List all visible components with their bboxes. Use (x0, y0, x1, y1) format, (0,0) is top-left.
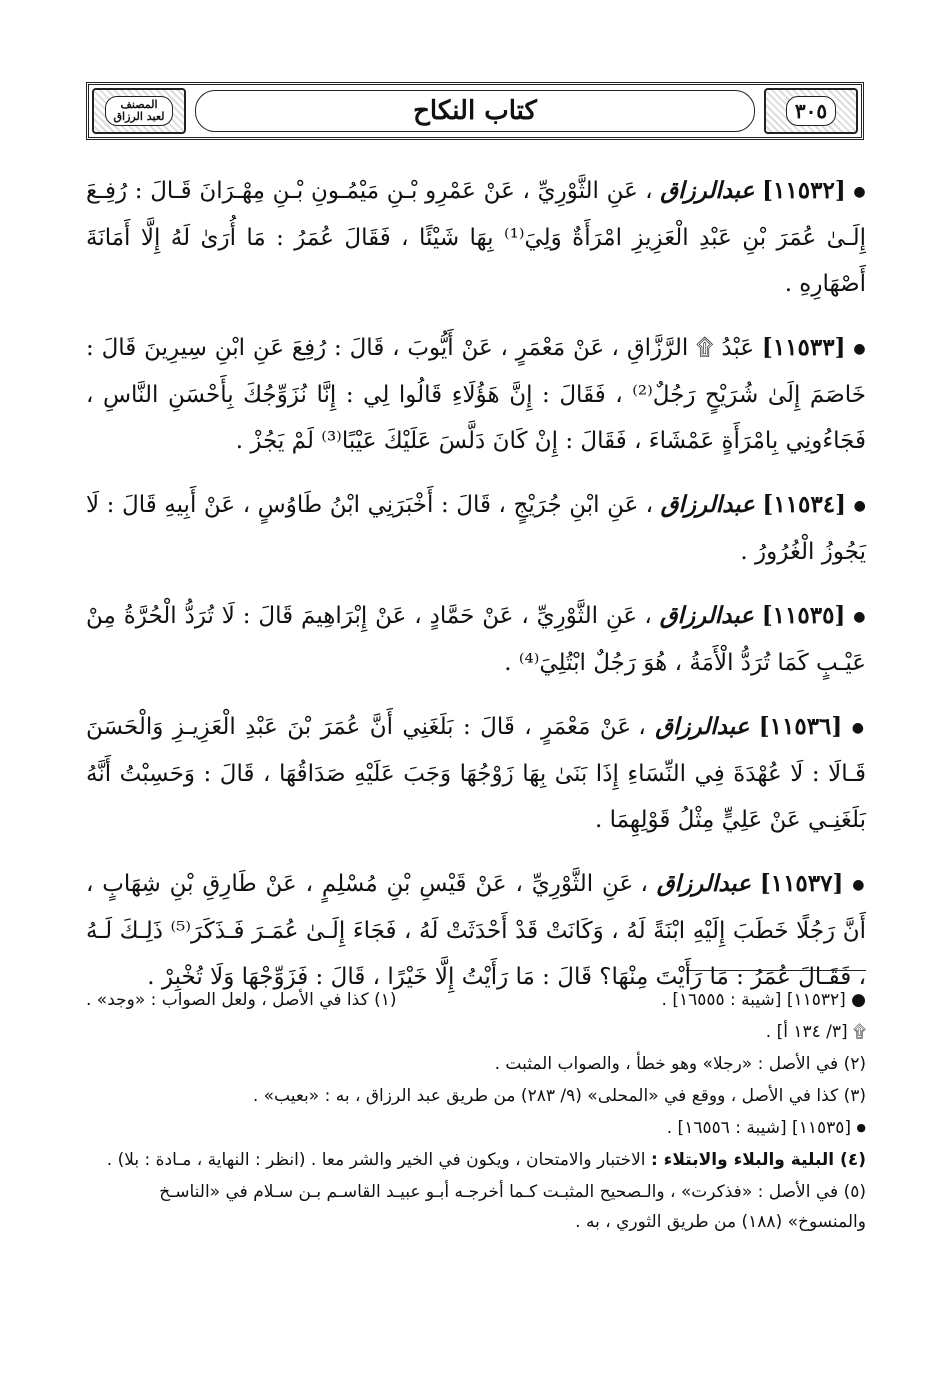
bullet-icon: ● (856, 1121, 866, 1134)
footnote-5: (٥) في الأصل : «فذكرت» ، والـصحيح المثبـت كـما أخرجـه أبـو عبيـد القاسـم بـن سـلام في «الناسـخ والمنسوخ» (١٨٨) من طريق الثوري ، به . (159, 1182, 866, 1232)
hadith-number: [١١٥٣٤] (762, 491, 846, 518)
hadith-author: عبدالرزاق (660, 177, 755, 204)
page-number-ornament (764, 88, 858, 134)
bullet-icon: ● (853, 609, 867, 625)
source-ref (86, 1113, 866, 1143)
bullet-icon: ● (853, 498, 867, 514)
footnote-divider (686, 970, 866, 971)
source-ref-text: [١١٥٣٢] [شيبة : ١٦٥٥٥] . (661, 990, 846, 1010)
bullet-icon: ● (851, 990, 866, 1010)
hadith-text: ، عَنِ الثَّوْرِيِّ ، عَنْ قَيْسِ بْنِ مُسْلِمٍ ، عَنْ طَارِقِ بْنِ شِهَابٍ ، أَنَّ رَجُلًا خَطَبَ إِلَيْهِ ابْنَةً لَهُ ، وَكَانَتْ قَدْ أَحْدَثَتْ لَهُ ، فَجَاءَ إِلَـىٰ عُمَـرَ فَـذَكَرَ⁽⁵⁾ ذَلِـكَ لَـهُ ، فَقَـالَ عُمَرُ : مَا رَأَيْتَ مِنْهَا؟ قَالَ : مَا رَأَيْتُ إِلَّا خَيْرًا ، قَالَ : فَزَوِّجْهَا وَلَا تُخْبِرْ . (86, 871, 866, 990)
bullet-icon: ● (852, 877, 867, 893)
hadith-author: عبدالرزاق (660, 491, 755, 518)
chapter-title: كتاب النكاح (195, 90, 755, 132)
source-ref-text: [١١٥٣٥] [شيبة : ١٦٥٥٦] . (666, 1118, 851, 1138)
logo-line2: لعبد الرزاق (113, 110, 165, 123)
footnote-3: (٣) كذا في الأصل ، ووقع في «المحلى» (٩/ ٢٨٣) من طريق عبد الرزاق ، به : «بعيب» . (252, 1086, 866, 1106)
hadith-entry (86, 593, 866, 686)
footnote-1: (١) كذا في الأصل ، ولعل الصواب : «وجد» . (86, 990, 397, 1010)
hadith-text: ، عَنِ الثَّوْرِيِّ ، عَنْ عَمْرِو بْـنِ مَيْمُـونِ بْـنِ مِهْـرَانَ قَـالَ : رُفِـعَ إِلَـىٰ عُمَرَ بْنِ عَبْدِ الْعَزِيزِ امْرَأَةٌ وَلِيَ⁽¹⁾ بِهَا شَيْئًا ، فَقَالَ عُمَرُ : مَا أُرَىٰ لَهُ إِلَّا أَمَانَةَ أَصْهَارِهِ . (86, 178, 866, 297)
page-number: ٣٠٥ (786, 96, 836, 126)
hadith-entry (86, 325, 866, 464)
logo-line1: المصنف (120, 98, 158, 111)
bullet-icon: ● (853, 341, 867, 357)
hadith-text: ، عَنْ مَعْمَرٍ ، عَنْ أَيُّوبَ ، قَالَ : رُفِعَ عَنِ ابْنِ سِيرِينَ قَالَ : خَاصَمَ إِلَىٰ شُرَيْحٍ رَجُلٌ⁽²⁾ ، فَقَالَ : إِنَّ هَؤُلَاءِ قَالُوا لِي : إِنَّا نُزَوِّجُكَ بِأَحْسَنِ النَّاسِ ، فَجَاءُونِي بِامْرَأَةٍ عَمْشَاءَ ، فَقَالَ : إِنْ كَانَ دَلَّسَ عَلَيْكَ عَيْبًا⁽³⁾ لَمْ يَجُزْ . (86, 335, 866, 454)
hadith-author: عَبْدُ ۩ الرَّزَّاقِ (626, 335, 755, 361)
bullet-icon: ● (853, 184, 866, 200)
hadith-number: [١١٥٣٢] (762, 177, 846, 204)
hadith-author: عبدالرزاق (659, 602, 754, 629)
footnote-4-text: الاختبار والامتحان ، ويكون في الخير والشر معا . (انظر : النهاية ، مـادة : بلا) . (106, 1150, 646, 1170)
book-logo-text (105, 96, 174, 126)
hadith-entry (86, 168, 866, 307)
hadith-text: ، عَنْ مَعْمَرٍ ، قَالَ : بَلَغَنِي أَنَّ عُمَرَ بْنَ عَبْدِ الْعَزِيـزِ وَالْحَسَنَ قَـالَا : لَا عُهْدَةَ فِي النِّسَاءِ إِذَا بَنَىٰ بِهَا زَوْجُهَا وَجَبَ عَلَيْهِ صَدَاقُهَا ، قَالَ : وَحَسِبْتُ أَنَّهُ بَلَغَنِـي عَنْ عَلِيٍّ مِثْلُ قَوْلِهِمَا . (86, 714, 866, 833)
hadith-number: [١١٥٣٧] (759, 870, 844, 897)
footnote-2: (٢) في الأصل : «رجلا» وهو خطأ ، والصواب المثبت . (494, 1054, 866, 1074)
footnote-4-label: (٤) البلية والبلاء والابتلاء : (650, 1150, 866, 1170)
hadith-entry (86, 861, 866, 1000)
footnotes (86, 985, 866, 1239)
hadith-text: ، عَنِ ابْنِ جُرَيْجٍ ، قَالَ : أَخْبَرَنِي ابْنُ طَاوُسٍ ، عَنْ أَبِيهِ قَالَ : لَا يَجُوزُ الْغُرُورُ . (86, 492, 866, 565)
bullet-icon: ● (851, 720, 866, 736)
hadith-text: ، عَنِ الثَّوْرِيِّ ، عَنْ حَمَّادٍ ، عَنْ إِبْرَاهِيمَ قَالَ : لَا تُرَدُّ الْحُرَّةُ مِنْ عَيْـبٍ كَمَا تُرَدُّ الْأَمَةُ ، هُوَ رَجُلٌ ابْتُلِيَ⁽⁴⁾ . (86, 603, 866, 676)
hadith-entry (86, 482, 866, 575)
main-text (86, 168, 866, 1018)
source-ref (662, 985, 866, 1015)
footnote-row (86, 985, 866, 1015)
hadith-number: [١١٥٣٣] (761, 334, 846, 361)
page-reference: ۩ [٣/ ١٣٤ أ] . (765, 1022, 866, 1042)
hadith-entry (86, 704, 866, 843)
book-logo (92, 88, 186, 134)
hadith-author: عبدالرزاق (656, 870, 751, 897)
page-header (86, 82, 864, 140)
footnote-4 (86, 1145, 866, 1175)
hadith-number: [١١٥٣٥] (761, 602, 846, 629)
hadith-number: [١١٥٣٦] (758, 713, 843, 740)
hadith-author: عبدالرزاق (655, 713, 750, 740)
